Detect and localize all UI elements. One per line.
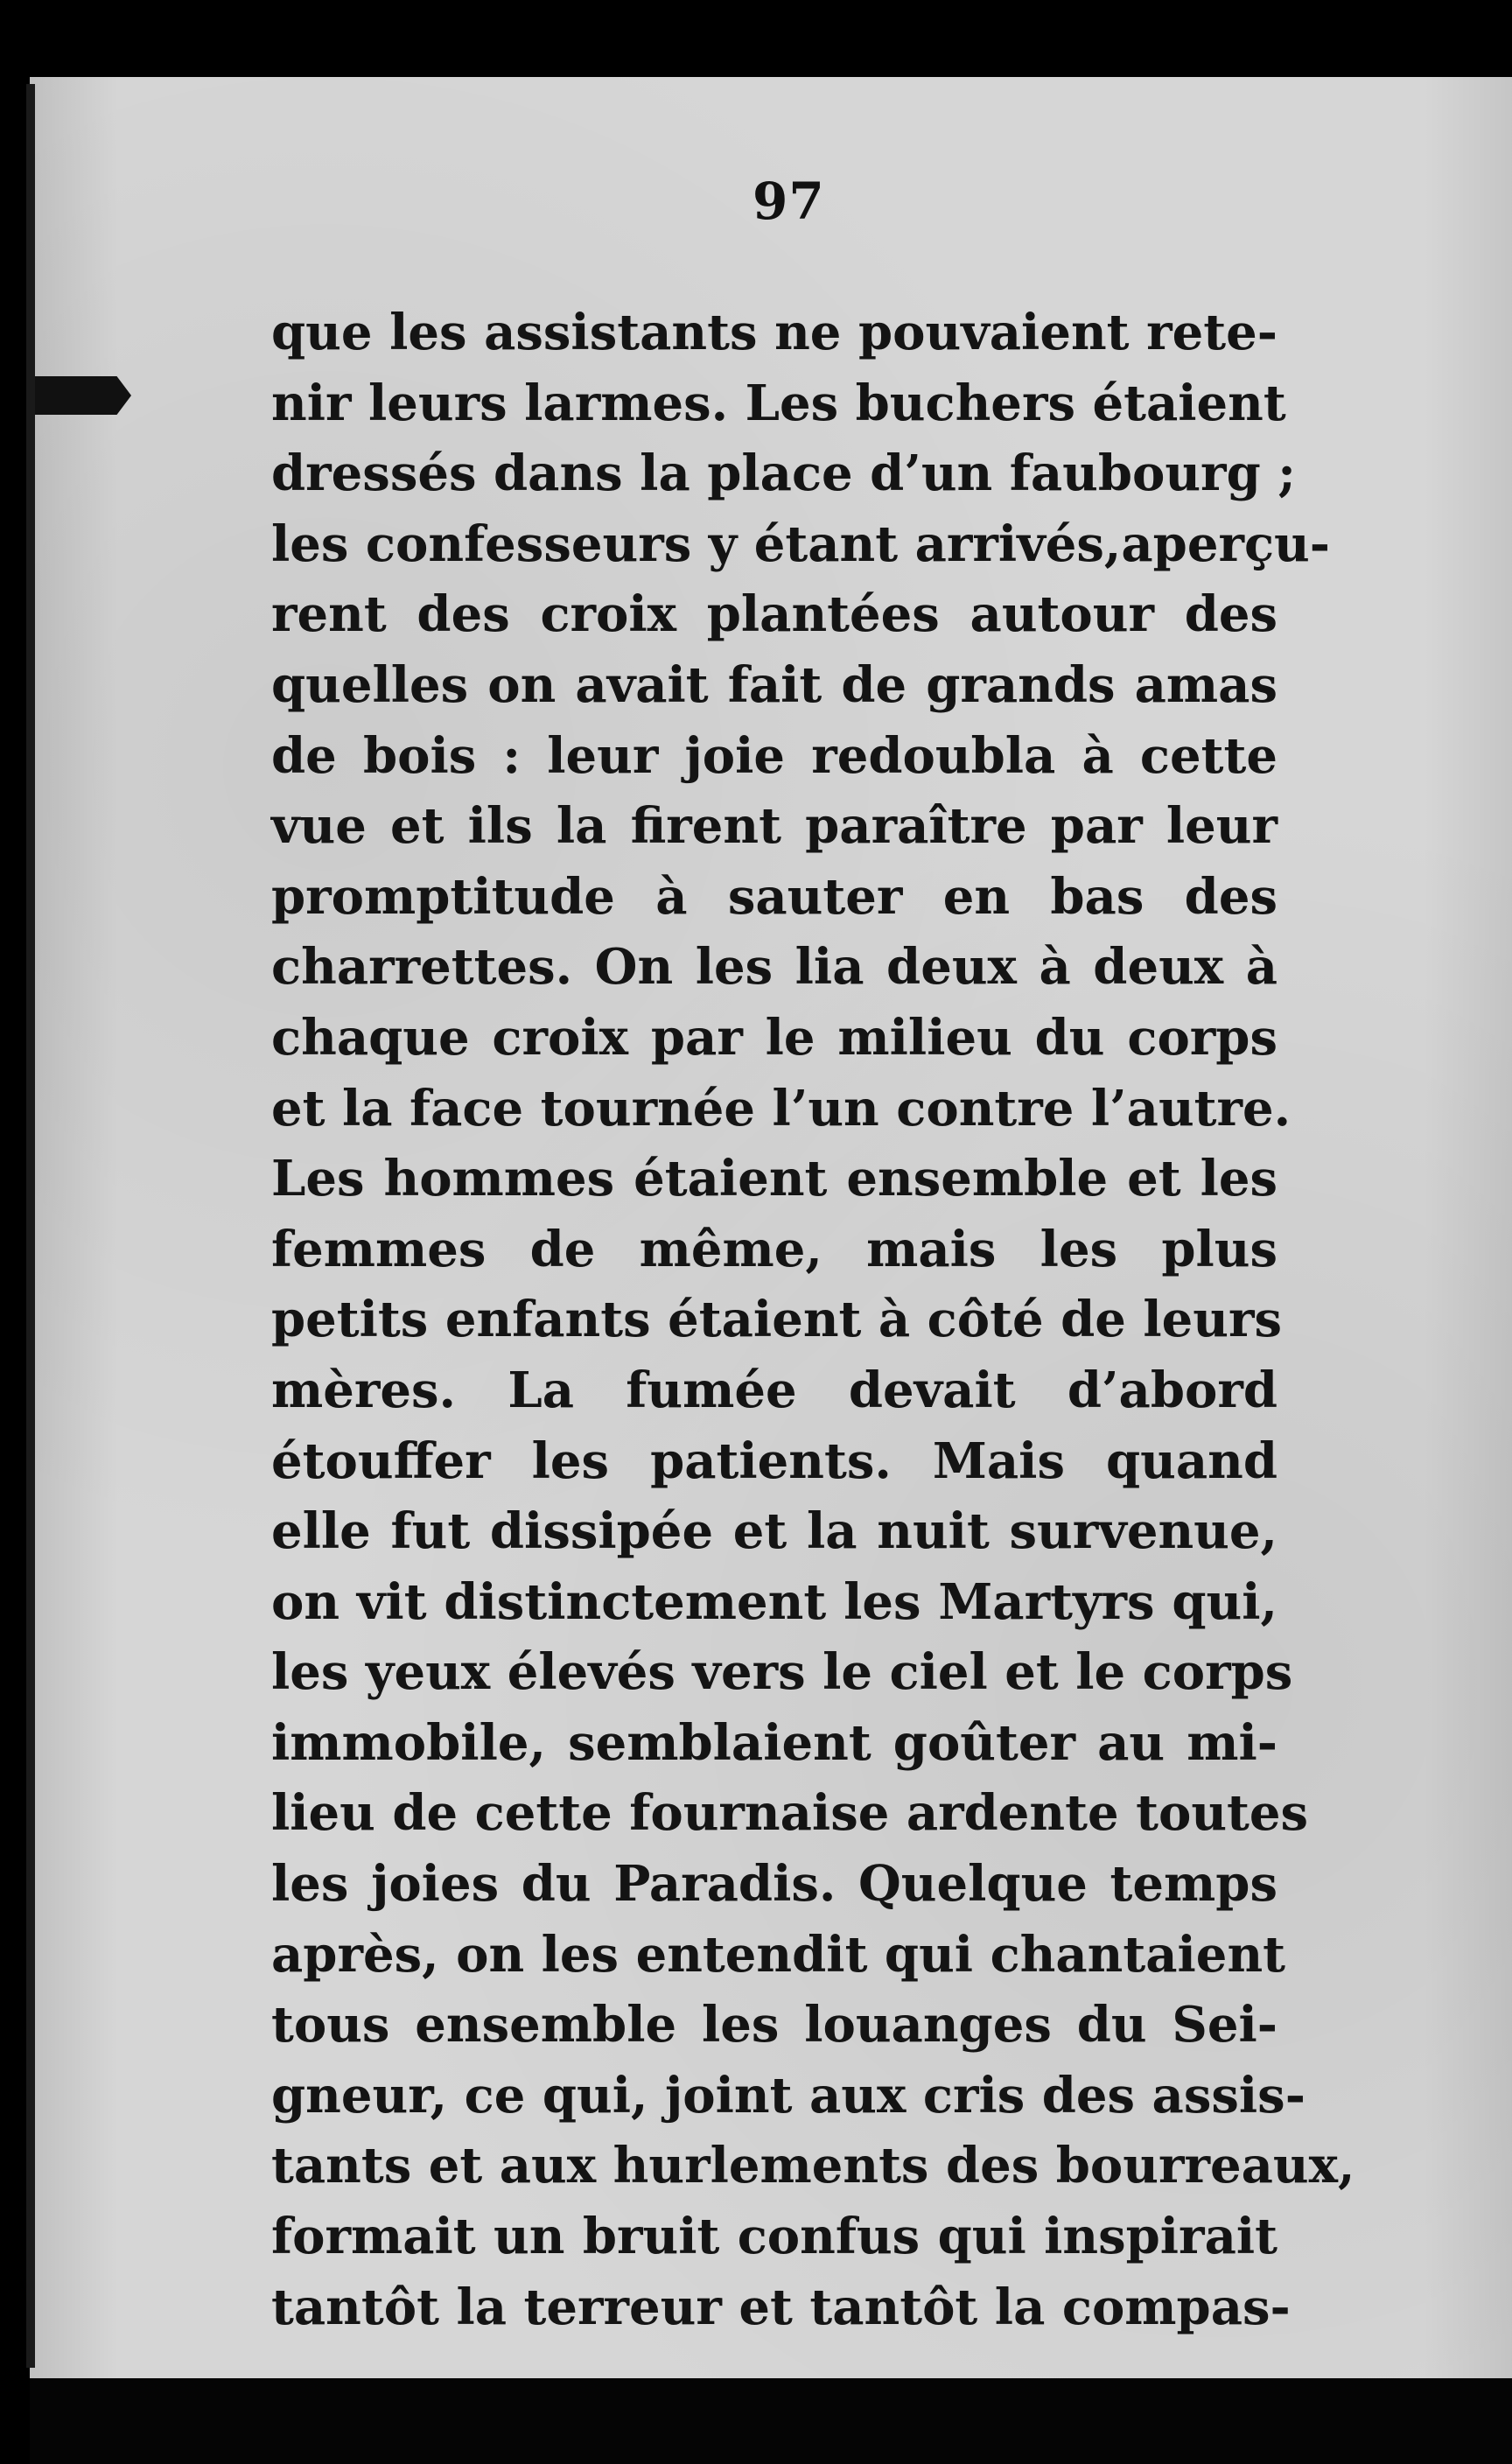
page-number: 97	[752, 172, 825, 231]
text-line: nir leurs larmes. Les buchers étaient	[271, 374, 1286, 432]
text-line: dressés dans la place d’un faubourg ;	[271, 444, 1296, 503]
text-line: petits enfants étaient à côté de leurs	[271, 1291, 1283, 1349]
binding-mark	[35, 376, 131, 415]
text-line: les joies du Paradis. Quelque temps	[271, 1855, 1278, 1914]
text-line: quelles on avait fait de grands amas	[271, 655, 1278, 714]
text-line: chaque croix par le milieu du corps	[271, 1008, 1278, 1067]
scan-bottom-border	[30, 2378, 1512, 2464]
text-line: charrettes. On les lia deux à deux à	[271, 938, 1278, 997]
body-text	[271, 298, 1355, 2342]
text-line: rent des croix plantées autour des	[271, 585, 1278, 644]
text-line: immobile, semblaient goûter au mi-	[271, 1713, 1278, 1772]
text-line: formait un bruit confus qui inspirait	[271, 2208, 1278, 2266]
text-line: vue et ils la firent paraître par leur	[271, 797, 1278, 856]
text-line: gneur, ce qui, joint aux cris des assis-	[271, 2066, 1306, 2124]
text-line: de bois : leur joie redoubla à cette	[271, 726, 1278, 785]
text-line: lieu de cette fournaise ardente toutes	[271, 1784, 1309, 1843]
text-line: et la face tournée l’un contre l’autre.	[271, 1079, 1292, 1138]
text-line: Les hommes étaient ensemble et les	[271, 1150, 1278, 1208]
text-line: tous ensemble les louanges du Sei-	[271, 1996, 1278, 2054]
text-line: mères. La fumée devait d’abord	[271, 1361, 1278, 1419]
text-line: tantôt la terreur et tantôt la compas-	[271, 2278, 1291, 2336]
text-line: que les assistants ne pouvaient rete-	[271, 304, 1278, 361]
text-line: on vit distinctement les Martyrs qui,	[271, 1572, 1278, 1631]
text-line: femmes de même, mais les plus	[271, 1220, 1278, 1278]
text-line: promptitude à sauter en bas des	[271, 867, 1278, 926]
text-line: elle fut dissipée et la nuit survenue,	[271, 1502, 1278, 1561]
text-line: les yeux élevés vers le ciel et le corps	[271, 1643, 1293, 1702]
text-line: après, on les entendit qui chantaient	[271, 1925, 1286, 1984]
binding-edge	[26, 84, 35, 2368]
text-line: tants et aux hurlements des bourreaux,	[271, 2137, 1355, 2195]
text-line: étouffer les patients. Mais quand	[271, 1432, 1278, 1490]
text-line: les confesseurs y étant arrivés,aperçu-	[271, 514, 1331, 573]
